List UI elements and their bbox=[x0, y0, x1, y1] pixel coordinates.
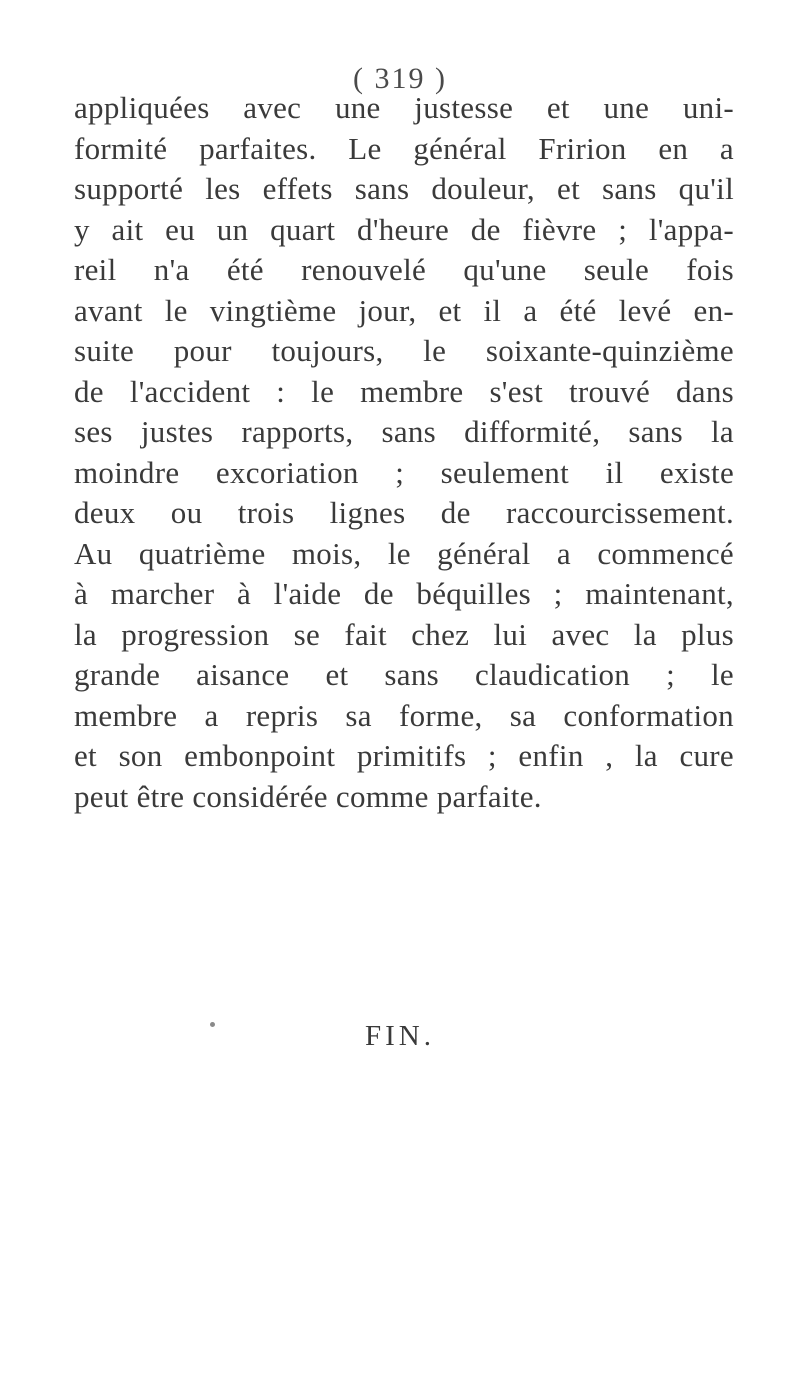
text-line: de l'accident : le membre s'est trouvé dans bbox=[74, 373, 734, 409]
text-line: et son embonpoint primitifs ; enfin , la cure bbox=[74, 738, 734, 773]
text-line: membre a repris sa forme, sa conformation bbox=[74, 697, 734, 733]
text-line: moindre excoriation ; seulement il existe bbox=[74, 454, 734, 490]
text-line: avant le vingtième jour, et il a été levé en- bbox=[74, 292, 734, 328]
end-mark: FIN. bbox=[365, 1020, 435, 1052]
text-line: Au quatrième mois, le général a commencé bbox=[74, 535, 734, 571]
text-line: ses justes rapports, sans difformité, sans la bbox=[74, 414, 734, 449]
text-line: deux ou trois lignes de raccourcissement. bbox=[74, 495, 734, 530]
text-line: la progression se fait chez lui avec la plus bbox=[74, 616, 734, 652]
body-paragraph bbox=[74, 88, 734, 817]
text-line: supporté les effets sans douleur, et sans qu'il bbox=[74, 171, 734, 206]
text-line: suite pour toujours, le soixante-quinzième bbox=[74, 333, 734, 368]
text-line: reil n'a été renouvelé qu'une seule fois bbox=[74, 252, 734, 287]
text-line: formité parfaites. Le général Fririon en a bbox=[74, 130, 734, 166]
text-line: grande aisance et sans claudication ; le bbox=[74, 657, 734, 692]
text-line: appliquées avec une justesse et une uni- bbox=[74, 90, 734, 125]
text-line: y ait eu un quart d'heure de fièvre ; l'appa- bbox=[74, 211, 734, 247]
text-line-last: peut être considérée comme parfaite. bbox=[74, 778, 542, 814]
text-line: à marcher à l'aide de béquilles ; maintenant, bbox=[74, 576, 734, 611]
page-number: ( 319 ) bbox=[353, 62, 447, 95]
